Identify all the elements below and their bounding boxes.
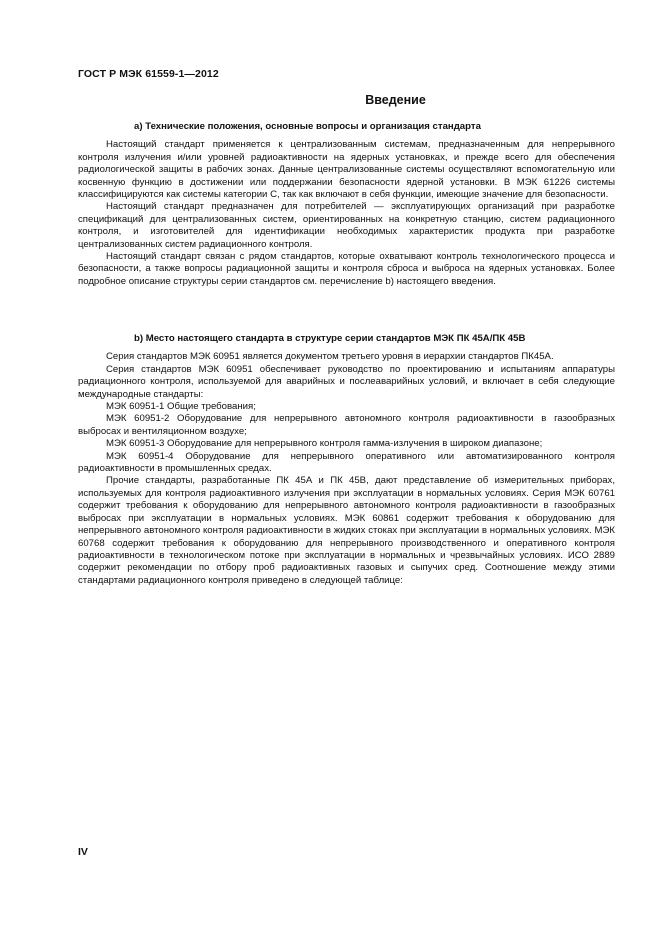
page-number: IV [78, 846, 88, 858]
section-a-paragraph-1: Настоящий стандарт применяется к централизованным системам, предназначенным для непрерывного контроля излучения и/или уровней радиоактивности на ядерных установках, и прежде всего для обеспечения радиологической защиты в рабочих зонах. Данные централизованные системы осуществляют вспомогательную или косвенную функцию в достижении или поддержании безопасности ядерной установки. В МЭК 61226 системы классифицируются как системы категории С, так как включают в себя функции, имеющие значение для безопасности. [78, 139, 615, 201]
section-b [78, 333, 615, 587]
section-b-paragraph-other: Прочие стандарты, разработанные ПК 45А и ПК 45В, дают представление об измерительных приборах, используемых для контроля радиоактивного излучения при эксплуатации в нормальных условиях. Серия МЭК 60761 содержит требования к оборудованию для непрерывного автономного контроля радиоактивности в газообразных выбросах при эксплуатации в нормальных условиях. МЭК 60861 содержит требования к оборудованию для непрерывного автономного контроля радиоактивности в жидких стоках при эксплуатации в нормальных условиях. МЭК 60768 содержит требования к оборудованию для непрерывного производственного и оперативного контроля радиоактивности в технологическом потоке при эксплуатации в нормальных и чрезвычайных условиях. ИСО 2889 содержит рекомендации по отбору проб радиоактивных газовых и сыпучих сред. Соотношение между этими стандартами радиационного контроля приведено в следующей таблице: [78, 475, 615, 586]
section-a-paragraph-3: Настоящий стандарт связан с рядом стандартов, которые охватывают контроль технологического процесса и безопасности, а также вопросы радиационной защиты и контроля сброса и выброса на ядерных установках. Более подробное описание структуры серии стандартов см. перечисление b) настоящего введения. [78, 251, 615, 287]
section-a [78, 121, 615, 288]
section-b-paragraph-2: Серия стандартов МЭК 60951 обеспечивает руководство по проектированию и испытаниям аппаратуры радиационного контроля, используемой для аварийных и послеаварийных условий, и включает в себя следующие международные стандарты: [78, 363, 615, 400]
document-header: ГОСТ Р МЭК 61559-1—2012 [78, 68, 219, 80]
section-a-heading: a) Технические положения, основные вопросы и организация стандарта [134, 121, 481, 132]
standard-list-item: МЭК 60951-4 Оборудование для непрерывного оперативного или автоматизированного контроля радиоактивности в промышленных средах. [78, 450, 615, 475]
section-b-paragraph-1: Серия стандартов МЭК 60951 является документом третьего уровня в иерархии стандартов ПК45А. [106, 351, 554, 363]
standard-list-item: МЭК 60951-1 Общие требования; [106, 401, 256, 413]
standard-list-item: МЭК 60951-2 Оборудование для непрерывного автономного контроля радиоактивности в газообразных выбросах и вентиляционном воздухе; [78, 413, 615, 437]
section-b-heading: b) Место настоящего стандарта в структуре серии стандартов МЭК ПК 45А/ПК 45В [134, 333, 526, 344]
section-a-paragraph-2: Настоящий стандарт предназначен для потребителей — эксплуатирующих организаций при разработке спецификаций для централизованных систем, ориентированных на конкретную станцию, систем радиационного контроля, и изготовителей для идентификации необходимых характеристик продукта при разработке централизованных систем радиационного контроля. [78, 201, 615, 250]
page-title: Введение [365, 93, 426, 107]
standard-list-item: МЭК 60951-3 Оборудование для непрерывного контроля гамма-излучения в широком диапазоне; [106, 438, 543, 450]
